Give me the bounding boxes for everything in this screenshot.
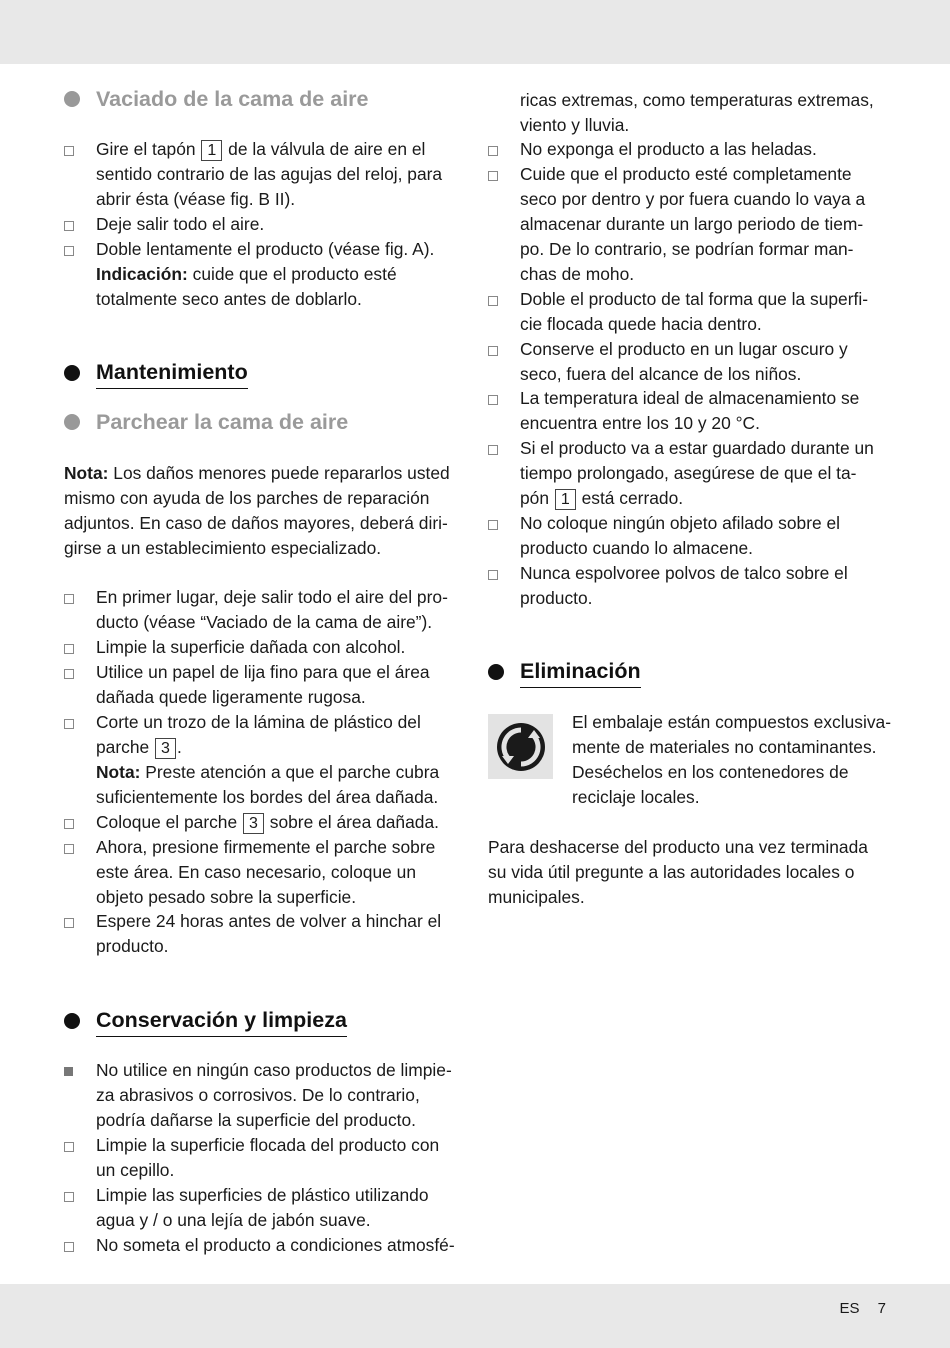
checkbox-bullet-icon (64, 238, 74, 263)
ref-number: 1 (555, 489, 576, 510)
text-line: objeto pesado sobre la superficie. (96, 887, 357, 907)
text-line: suficientemente los bordes del área dañada. (96, 787, 439, 807)
text-line: producto cuando lo almacene. (520, 538, 753, 558)
heading-text: Mantenimiento (96, 357, 248, 389)
text-line: Gire el tapón 1 de la válvula de aire en el (96, 139, 426, 159)
text-line: ducto (véase “Vaciado de la cama de aire”). (96, 612, 433, 632)
text-line: viento y lluvia. (520, 115, 630, 135)
checkbox-bullet-icon (488, 562, 498, 587)
text-line: Indicación: cuide que el producto esté (96, 264, 397, 284)
section-heading-parchear (64, 407, 348, 437)
text-line: Nota: Preste atención a que el parche cubra (96, 762, 440, 782)
text-line: za abrasivos o corrosivos. De lo contrario, (96, 1085, 420, 1105)
text-line: agua y / o una lejía de jabón suave. (96, 1210, 371, 1230)
section-heading-eliminacion (488, 656, 641, 688)
section-heading-mantenimiento (64, 357, 248, 389)
text-line: po. De lo contrario, se podrían formar man- (520, 239, 854, 259)
text-line: chas de moho. (520, 264, 635, 284)
checkbox-bullet-icon (64, 661, 74, 686)
text-line: pón 1 está cerrado. (520, 488, 684, 508)
checkbox-bullet-icon (64, 138, 74, 163)
heading-text: Vaciado de la cama de aire (96, 87, 369, 111)
text-line: Nota: Los daños menores puede repararlos usted (64, 463, 450, 483)
green-dot-recycle-icon (488, 714, 553, 779)
checkbox-bullet-icon (488, 338, 498, 363)
text-line: mismo con ayuda de los parches de reparación (64, 488, 430, 508)
checkbox-bullet-icon (64, 636, 74, 661)
header-band (0, 0, 950, 64)
checkbox-bullet-icon (64, 1134, 74, 1159)
text-line: almacenar durante un largo periodo de tiem- (520, 214, 864, 234)
text-line: seco, fuera del alcance de los niños. (520, 364, 802, 384)
text-line: El embalaje están compuestos exclusiva- (572, 712, 891, 732)
text-line: Espere 24 horas antes de volver a hinchar el (96, 911, 442, 931)
checkbox-bullet-icon (64, 1234, 74, 1259)
text-line: reciclaje locales. (572, 787, 700, 807)
checkbox-bullet-icon (488, 138, 498, 163)
checkbox-bullet-icon (488, 288, 498, 313)
square-bullet-icon (64, 1059, 73, 1084)
text-line: tiempo prolongado, asegúrese de que el ta- (520, 463, 857, 483)
text-line: un cepillo. (96, 1160, 175, 1180)
text-line: La temperatura ideal de almacenamiento se (520, 388, 860, 408)
checkbox-bullet-icon (488, 163, 498, 188)
checkbox-bullet-icon (488, 512, 498, 537)
text-line: girse a un establecimiento especializado. (64, 538, 382, 558)
text-line: Deje salir todo el aire. (96, 214, 265, 234)
text-line: encuentra entre los 10 y 20 °C. (520, 413, 760, 433)
heading-text: Eliminación (520, 656, 641, 688)
heading-text: Conservación y limpieza (96, 1005, 347, 1037)
text-line: Doble lentamente el producto (véase fig. A). (96, 239, 435, 259)
text-line: Para deshacerse del producto una vez terminada (488, 837, 868, 857)
checkbox-bullet-icon (488, 437, 498, 462)
checkbox-bullet-icon (64, 1184, 74, 1209)
bullet-dot-icon (64, 365, 80, 381)
text-line: No someta el producto a condiciones atmosfé- (96, 1235, 455, 1255)
text-line: su vida útil pregunte a las autoridades locales o (488, 862, 855, 882)
text-line: Nunca espolvoree polvos de talco sobre el (520, 563, 848, 583)
checkbox-bullet-icon (488, 387, 498, 412)
text-line: ricas extremas, como temperaturas extremas, (520, 90, 874, 110)
heading-text: Parchear la cama de aire (96, 410, 349, 434)
checkbox-bullet-icon (64, 213, 74, 238)
text-line: parche 3 . (96, 737, 182, 757)
text-line: En primer lugar, deje salir todo el aire del pro- (96, 587, 448, 607)
text-line: Limpie las superficies de plástico utilizando (96, 1185, 429, 1205)
text-line: Corte un trozo de la lámina de plástico del (96, 712, 421, 732)
text-line: Si el producto va a estar guardado durante un (520, 438, 874, 458)
text-line: Doble el producto de tal forma que la superfi- (520, 289, 869, 309)
page-footer (825, 1300, 886, 1317)
ref-number: 3 (243, 813, 264, 834)
text-line: No utilice en ningún caso productos de limpie- (96, 1060, 452, 1080)
text-line: producto. (96, 936, 169, 956)
ref-number: 3 (155, 738, 176, 759)
checkbox-bullet-icon (64, 836, 74, 861)
text-line: producto. (520, 588, 593, 608)
text-line: cie flocada quede hacia dentro. (520, 314, 762, 334)
footer-language: ES (839, 1300, 860, 1317)
text-line: Ahora, presione firmemente el parche sobre (96, 837, 436, 857)
text-line: mente de materiales no contaminantes. (572, 737, 877, 757)
text-line: Deséchelos en los contenedores de (572, 762, 849, 782)
checkbox-bullet-icon (64, 910, 74, 935)
text-line: adjuntos. En caso de daños mayores, deberá diri- (64, 513, 448, 533)
text-line: totalmente seco antes de doblarlo. (96, 289, 362, 309)
text-line: No exponga el producto a las heladas. (520, 139, 817, 159)
text-line: Cuide que el producto esté completamente (520, 164, 852, 184)
text-line: dañada quede ligeramente rugosa. (96, 687, 366, 707)
checkbox-bullet-icon (64, 811, 74, 836)
text-line: Utilice un papel de lija fino para que el área (96, 662, 430, 682)
bullet-dot-icon (64, 414, 80, 430)
text-line: este área. En caso necesario, coloque un (96, 862, 417, 882)
checkbox-bullet-icon (64, 711, 74, 736)
bullet-dot-icon (488, 664, 504, 680)
text-line: abrir ésta (véase fig. B II). (96, 189, 296, 209)
text-line: Coloque el parche 3 sobre el área dañada. (96, 812, 439, 832)
bullet-dot-icon (64, 91, 80, 107)
bullet-dot-icon (64, 1013, 80, 1029)
text-line: seco por dentro y por fuera cuando lo vaya a (520, 189, 866, 209)
text-line: No coloque ningún objeto afilado sobre el (520, 513, 841, 533)
text-line: Limpie la superficie flocada del producto con (96, 1135, 440, 1155)
section-heading-conservacion (64, 1005, 347, 1037)
text-line: municipales. (488, 887, 585, 907)
checkbox-bullet-icon (64, 586, 74, 611)
text-line: podría dañarse la superficie del producto. (96, 1110, 416, 1130)
text-line: Conserve el producto en un lugar oscuro y (520, 339, 848, 359)
page-number: 7 (877, 1300, 886, 1317)
ref-number: 1 (201, 140, 222, 161)
section-heading-vaciado (64, 84, 369, 114)
text-line: sentido contrario de las agujas del reloj, para (96, 164, 443, 184)
text-line: Limpie la superficie dañada con alcohol. (96, 637, 406, 657)
footer-band (0, 1284, 950, 1348)
